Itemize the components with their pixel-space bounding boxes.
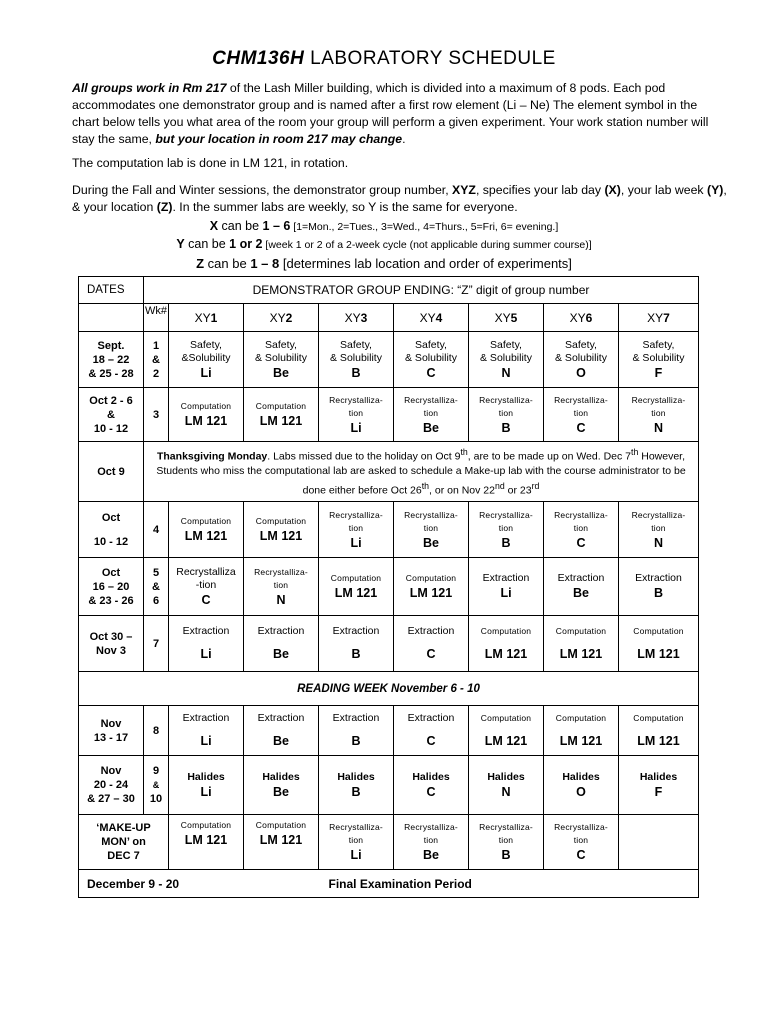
schedule-cell: Recrystalliza- tion C <box>544 502 619 558</box>
schedule-cell: Recrystalliza- tion N <box>244 558 319 616</box>
sessions-text: , & your location <box>72 183 727 214</box>
week-header: Wk# <box>144 304 169 332</box>
col-header-1: XY1 <box>169 304 244 332</box>
sessions-z: (Z) <box>156 200 173 214</box>
schedule-cell: Safety, & Solubility B <box>319 332 394 388</box>
rule-x-mid: can be <box>218 219 263 233</box>
course-code: CHM136H <box>212 48 305 69</box>
schedule-cell: Computation LM 121 <box>169 502 244 558</box>
sessions-xyz: XYZ <box>452 183 476 197</box>
schedule-cell: Computation LM 121 <box>544 616 619 672</box>
table-row <box>79 616 699 672</box>
date-cell: Oct 30 – Nov 3 <box>79 616 144 672</box>
col-header-4: XY4 <box>394 304 469 332</box>
schedule-cell: Safety, & Solubility O <box>544 332 619 388</box>
date-cell: Oct 10 - 12 <box>79 502 144 558</box>
schedule-cell: Halides B <box>319 756 394 815</box>
schedule-cell: Recrystalliza- tion N <box>619 502 699 558</box>
schedule-cell: Recrystalliza- tion B <box>469 388 544 442</box>
week-cell: 8 <box>144 706 169 756</box>
schedule-cell: Recrystalliza- tion C <box>544 388 619 442</box>
date-cell: Sept. 18 – 22 & 25 - 28 <box>79 332 144 388</box>
blank-cell <box>79 304 144 332</box>
schedule-cell: Safety, & Solubility N <box>469 332 544 388</box>
col-header-6: XY6 <box>544 304 619 332</box>
schedule-cell: Safety, & Solubility Be <box>244 332 319 388</box>
schedule-cell: Recrystalliza- tion B <box>469 502 544 558</box>
rule-x <box>0 219 768 233</box>
rule-z-detail: [determines lab location and order of experiments] <box>279 256 572 271</box>
sessions-text: . In the summer labs are weekly, so Y is the same for everyone. <box>172 200 518 214</box>
schedule-cell: Extraction Be <box>544 558 619 616</box>
schedule-table <box>78 276 699 898</box>
col-header-7: XY7 <box>619 304 699 332</box>
week-cell: 9 & 10 <box>144 756 169 815</box>
sessions-text: During the Fall and Winter sessions, the demonstrator group number, <box>72 183 453 197</box>
schedule-cell: Halides N <box>469 756 544 815</box>
rule-x-value: 1 – 6 <box>262 219 291 233</box>
schedule-cell: Extraction Li <box>169 706 244 756</box>
schedule-cell: Extraction C <box>394 706 469 756</box>
schedule-cell: Computation LM 121 <box>469 706 544 756</box>
date-cell: Nov 13 - 17 <box>79 706 144 756</box>
schedule-cell: Extraction B <box>319 616 394 672</box>
schedule-cell: Computation LM 121 <box>469 616 544 672</box>
sessions-paragraph <box>72 182 732 216</box>
col-header-3: XY3 <box>319 304 394 332</box>
rule-x-label: X <box>209 219 219 233</box>
intro-emphasis: but your location in room 217 may change <box>151 132 403 146</box>
thanksgiving-note: Thanksgiving Monday. Labs missed due to the holiday on Oct 9th, are to be made up on Wed. Dec 7th However, Students who miss the computational lab are asked to schedule a Make-up lab with the course administrator to be done either before Oct 26th, or on Nov 22nd or 23rd <box>144 442 699 502</box>
table-row <box>79 442 699 502</box>
table-row <box>79 332 699 388</box>
schedule-cell: Recrystalliza- tion Li <box>319 502 394 558</box>
week-cell: 1 & 2 <box>144 332 169 388</box>
rule-y-value: 1 or 2 <box>229 237 263 251</box>
rule-y-label: Y <box>176 237 185 251</box>
page-title <box>0 48 768 70</box>
col-header-2: XY2 <box>244 304 319 332</box>
rule-z <box>0 256 768 271</box>
schedule-cell: Halides Li <box>169 756 244 815</box>
schedule-cell: Computation LM 121 <box>244 388 319 442</box>
schedule-cell: Extraction Li <box>469 558 544 616</box>
schedule-cell: Recrystalliza- tion C <box>544 815 619 870</box>
schedule-cell: Extraction B <box>619 558 699 616</box>
schedule-cell: Computation LM 121 <box>544 706 619 756</box>
intro-paragraph <box>72 80 722 148</box>
schedule-cell: Recrystalliza- tion Be <box>394 388 469 442</box>
date-cell: Oct 2 - 6 & 10 - 12 <box>79 388 144 442</box>
schedule-cell: Computation LM 121 <box>619 706 699 756</box>
column-header-row <box>79 304 699 332</box>
schedule-cell: Halides C <box>394 756 469 815</box>
schedule-cell: Computation LM 121 <box>169 815 244 870</box>
schedule-cell: Computation LM 121 <box>244 502 319 558</box>
schedule-cell: Recrystalliza- tion Be <box>394 502 469 558</box>
table-row <box>79 558 699 616</box>
week-cell: 7 <box>144 616 169 672</box>
sessions-x: (X) <box>604 183 621 197</box>
schedule-cell: Safety, & Solubility C <box>394 332 469 388</box>
week-cell: 3 <box>144 388 169 442</box>
schedule-cell: Computation LM 121 <box>394 558 469 616</box>
intro-end: . <box>402 132 406 146</box>
date-cell: Oct 16 – 20 & 23 - 26 <box>79 558 144 616</box>
dates-header: DATES <box>79 277 144 304</box>
sessions-text: , your lab week <box>620 183 707 197</box>
table-row <box>79 388 699 442</box>
schedule-cell: Computation LM 121 <box>619 616 699 672</box>
schedule-cell: Computation LM 121 <box>244 815 319 870</box>
schedule-cell <box>619 815 699 870</box>
schedule-cell: Recrystalliza- tion Li <box>319 815 394 870</box>
date-cell: Oct 9 <box>79 442 144 502</box>
final-label: Final Examination Period <box>319 870 699 898</box>
week-cell: 5 & 6 <box>144 558 169 616</box>
schedule-cell: Recrystalliza- tion Be <box>394 815 469 870</box>
week-cell: 4 <box>144 502 169 558</box>
reading-week: READING WEEK November 6 - 10 <box>79 672 699 706</box>
table-row <box>79 756 699 815</box>
sessions-text: , specifies your lab day <box>475 183 605 197</box>
rule-y-detail: [week 1 or 2 of a 2-week cycle (not applicable during summer course)] <box>262 239 592 251</box>
schedule-cell: Halides F <box>619 756 699 815</box>
schedule-cell: Safety, &Solubility Li <box>169 332 244 388</box>
schedule-cell: Halides Be <box>244 756 319 815</box>
schedule-cell: Extraction Be <box>244 616 319 672</box>
table-row <box>79 672 699 706</box>
sessions-y: (Y) <box>706 183 724 197</box>
date-cell: ‘MAKE-UP MON’ on DEC 7 <box>79 815 169 870</box>
rule-z-value: 1 – 8 <box>250 256 280 271</box>
rule-z-label: Z <box>196 256 205 271</box>
rule-x-detail: [1=Mon., 2=Tues., 3=Wed., 4=Thurs., 5=Fri, 6= evening.] <box>290 221 559 233</box>
schedule-cell: Extraction B <box>319 706 394 756</box>
schedule-cell: Recrystalliza- tion B <box>469 815 544 870</box>
title-text: LABORATORY SCHEDULE <box>310 48 556 69</box>
col-header-5: XY5 <box>469 304 544 332</box>
intro-text: of the Lash Miller building, which is divided into a maximum of 8 pods. Each pod accommodates one demonstrator group and is named after a first row element (Li – Ne) The element symbol in the chart below tells you what area of the room your group will perform a given experiment. Your work station number will stay the same, <box>72 81 709 146</box>
rule-y <box>0 237 768 251</box>
table-row <box>79 815 699 870</box>
demonstrator-header: DEMONSTRATOR GROUP ENDING: “Z” digit of group number <box>144 277 699 304</box>
schedule-cell: Halides O <box>544 756 619 815</box>
schedule-cell: Extraction C <box>394 616 469 672</box>
rule-y-mid: can be <box>184 237 230 251</box>
intro-lead: All groups work in Rm 217 <box>72 81 227 95</box>
schedule-cell: Computation LM 121 <box>319 558 394 616</box>
rule-z-mid: can be <box>204 256 251 271</box>
final-exam-row <box>79 870 699 898</box>
final-dates: December 9 - 20 <box>79 870 319 898</box>
table-header-row <box>79 277 699 304</box>
schedule-cell: Recrystalliza -tion C <box>169 558 244 616</box>
schedule-cell: Recrystalliza- tion N <box>619 388 699 442</box>
schedule-cell: Computation LM 121 <box>169 388 244 442</box>
table-row <box>79 502 699 558</box>
schedule-cell: Safety, & Solubility F <box>619 332 699 388</box>
schedule-cell: Extraction Be <box>244 706 319 756</box>
schedule-cell: Recrystalliza- tion Li <box>319 388 394 442</box>
schedule-cell: Extraction Li <box>169 616 244 672</box>
computation-note: The computation lab is done in LM 121, in rotation. <box>72 156 349 170</box>
table-row <box>79 706 699 756</box>
date-cell: Nov 20 - 24 & 27 – 30 <box>79 756 144 815</box>
